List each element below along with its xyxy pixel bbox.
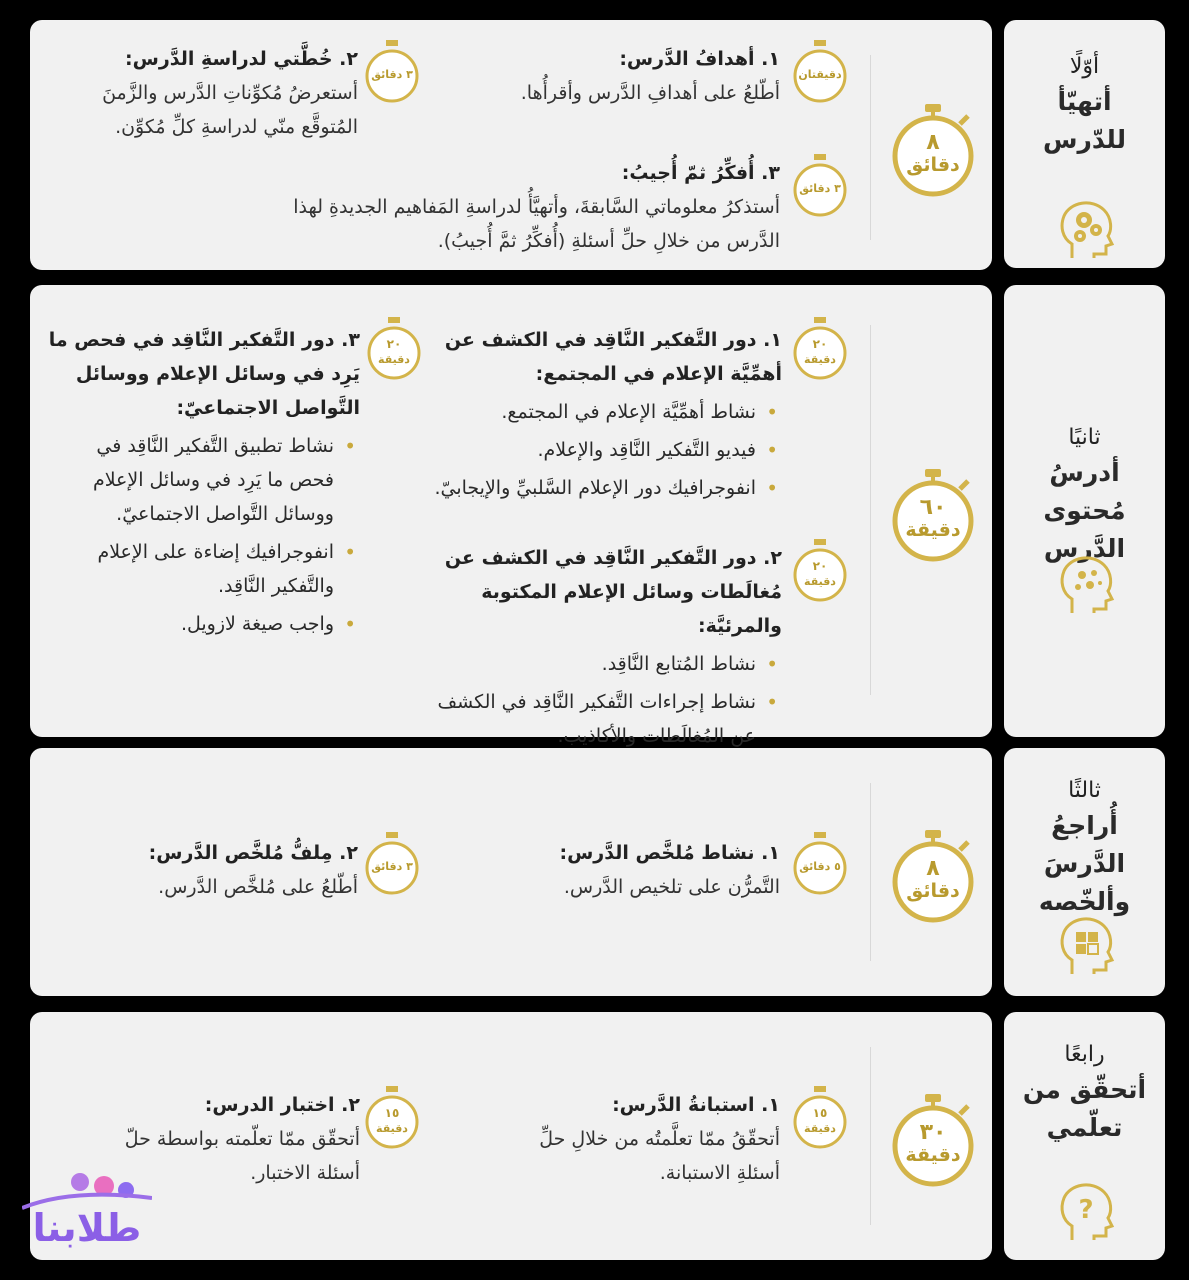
divider [870,325,871,695]
svg-text:?: ? [1077,1195,1094,1225]
section-2-label-card [1004,285,1165,737]
item-description: أستذكرُ معلوماتي السَّابقةَ، وأتهيَّأُ لدراسةِ المَفاهيم الجديدةِ لهذا الدَّرس من خلالِ حلِّ أسئلةِ (أُفكِّرُ ثمَّ أُجيبُ). [293,196,780,252]
agenda-item[interactable] [48,836,358,904]
section-1-label-card [1004,20,1165,268]
section-title: أُراجعُ الدَّرسَ وألخّصه [1038,811,1131,916]
section-4-content-card [30,1012,992,1260]
item-timer-label: ١٥ دقيقة [376,1106,408,1135]
section-3-label-card [1004,748,1165,996]
section-3-content-card [30,748,992,996]
item-timer-label: ١٥ دقيقة [804,1106,836,1135]
item-heading: ٣. أُفكِّرُ ثمّ أُجيبُ: [621,162,780,184]
agenda-item[interactable] [48,42,358,144]
section-order: أوّلًا [1069,54,1100,79]
item-heading: ٢. خُطَّتي لدراسةِ الدَّرس: [125,48,358,70]
divider [870,783,871,961]
list-item[interactable]: • انفوجرافيك دور الإعلام السَّلبيِّ والإيجابيّ. [410,471,756,505]
head-ideas-icon [1050,547,1120,617]
agenda-item[interactable] [410,323,782,509]
section-4-label-card [1004,1012,1165,1260]
divider [870,55,871,240]
divider [870,1047,871,1225]
item-timer-label: ٥ دقائق [799,860,841,873]
item-heading: ١. نشاط مُلخَّص الدَّرس: [559,842,780,864]
agenda-item[interactable] [450,42,780,110]
item-heading: ٢. مِلفُّ مُلخَّص الدَّرس: [148,842,358,864]
item-description: أتحقّقُ ممّا تعلَّمتُه من خلالِ حلِّ أسئلةِ الاستبانة. [539,1128,780,1184]
list-item[interactable]: • فيديو التَّفكير النَّاقِد والإعلام. [410,433,756,467]
section-total-time: ٨ دقائق [906,856,960,902]
section-1-content-card [30,20,992,270]
head-gears-icon [1050,192,1120,262]
site-logo [22,1168,152,1258]
item-timer-label: دقيقتان [798,68,842,81]
section-2-content-card [30,285,992,747]
head-puzzle-icon [1050,908,1120,978]
item-heading: ٢. اختبار الدرس: [204,1094,360,1116]
activity-list [410,647,782,753]
item-heading: ١. استبانةُ الدَّرس: [612,1094,780,1116]
list-item[interactable]: • واجب صيغة لازويل. [48,607,334,641]
item-description: أطّلعُ على أهدافِ الدَّرس وأقرأُها. [520,82,780,104]
agenda-item[interactable] [450,836,780,904]
section-title: أدرسُ مُحتوى الدَّرس [1043,458,1126,563]
section-title: أتهيّأ للدّرس [1043,87,1126,154]
section-order: ثانيًا [1068,425,1101,450]
list-item[interactable]: • نشاط المُتابع النَّاقِد. [410,647,756,681]
section-total-time: ٣٠ دقيقة [905,1120,961,1166]
list-item[interactable]: • نشاط أهمِّيَّة الإعلام في المجتمع. [410,395,756,429]
section-order: ثالثًا [1068,778,1101,803]
item-description: التَّمرُّن على تلخيص الدَّرس. [563,876,780,898]
list-item[interactable]: • نشاط تطبيق التَّفكير النَّاقِد في فحص ما يَرِد في وسائل الإعلام ووسائل التَّواصل الاجتماعيّ. [48,429,334,531]
logo-text: طلابنا [32,1206,142,1250]
head-question-icon [1050,1174,1120,1244]
item-description: أستعرضُ مُكوِّناتِ الدَّرس والزَّمنَ المُتوقَّع منّي لدراسةِ كلِّ مُكوِّن. [102,82,358,138]
section-title: أتحقّق من تعلّمي [1022,1075,1147,1142]
activity-list [48,429,360,641]
list-item[interactable]: • نشاط إجراءات التَّفكير النَّاقِد في الكشف عن المُغالَطات والأكاذيب. [410,685,756,753]
activity-list [410,395,782,505]
agenda-item[interactable] [410,541,782,757]
item-timer-label: ٢٠ دقيقة [804,337,836,366]
section-total-time: ٦٠ دقيقة [905,495,961,541]
item-description: أطّلعُ على مُلخَّص الدَّرس. [158,876,358,898]
list-item[interactable]: • انفوجرافيك إضاءة على الإعلام والتَّفكير النَّاقِد. [48,535,334,603]
agenda-item[interactable] [510,1088,780,1190]
item-heading: ١. أهدافُ الدَّرس: [619,48,780,70]
item-timer-label: ٣ دقائق [371,860,413,873]
item-heading: ٣. دور التَّفكير النَّاقِد في فحص ما يَرِد في وسائل الإعلام ووسائل التَّواصل الاجتماعيّ: [48,329,360,419]
agenda-item[interactable] [48,323,360,645]
item-timer-label: ٣ دقائق [799,182,841,195]
item-heading: ٢. دور التَّفكير النَّاقِد في الكشف عن مُغالَطات وسائل الإعلام المكتوبة والمرئيَّة: [444,547,782,637]
item-timer-label: ٢٠ دقيقة [804,559,836,588]
item-timer-label: ٢٠ دقيقة [378,337,410,366]
section-order: رابعًا [1064,1042,1105,1067]
section-total-time: ٨ دقائق [906,130,960,176]
agenda-item[interactable] [290,156,780,258]
item-description: أتحقّق ممّا تعلّمته بواسطة حلّ أسئلة الاختبار. [124,1128,360,1184]
item-timer-label: ٣ دقائق [371,68,413,81]
item-heading: ١. دور التَّفكير النَّاقِد في الكشف عن أهمِّيَّة الإعلام في المجتمع: [444,329,782,385]
